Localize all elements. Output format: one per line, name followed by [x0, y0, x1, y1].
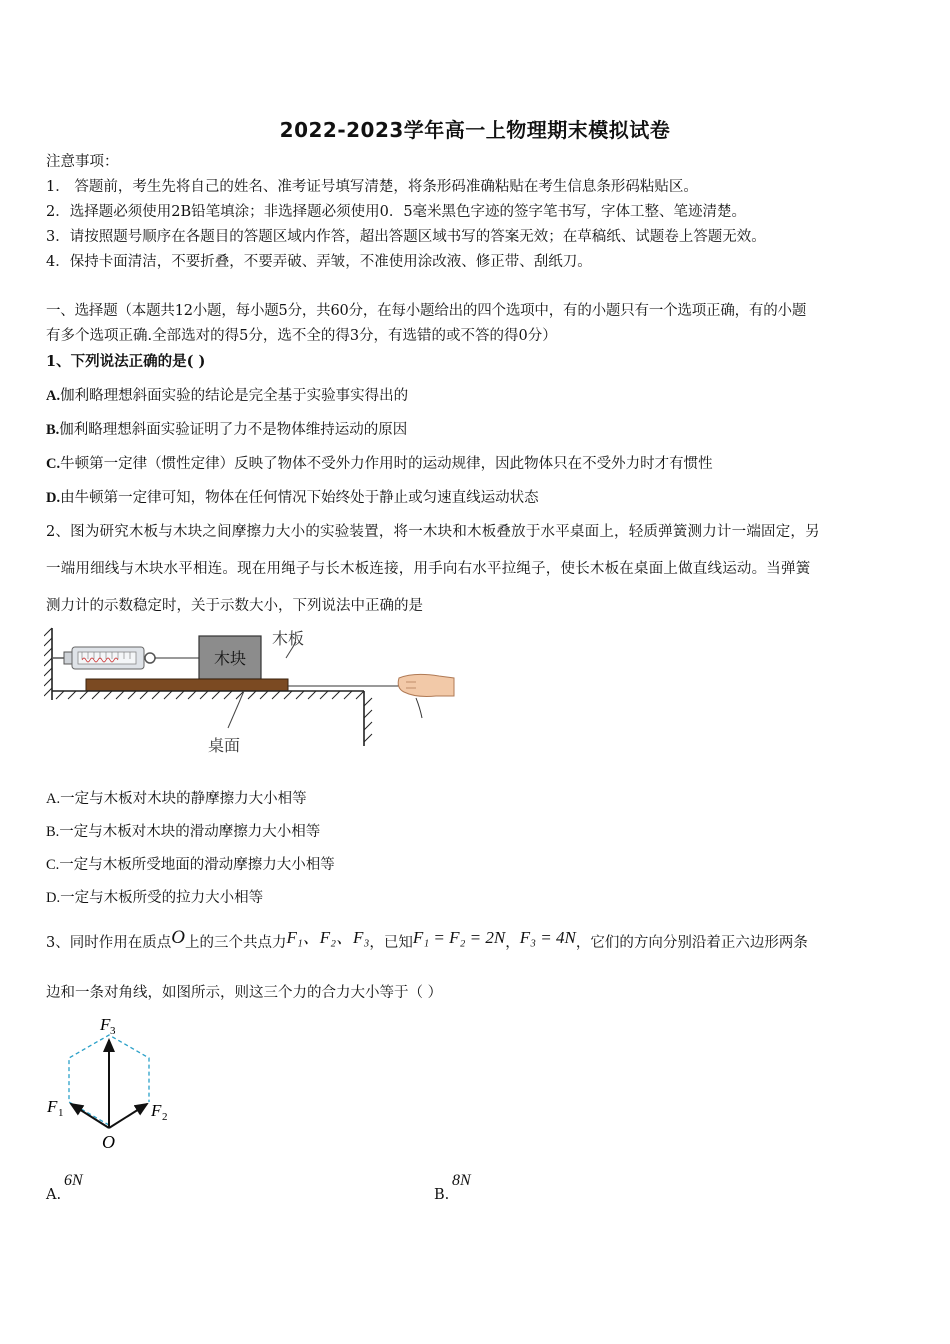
f2-label: F — [151, 1101, 162, 1120]
f2-sub: 2 — [162, 1111, 168, 1123]
q2-stem-line2: 一端用细线与木块水平相连。现在用绳子与长木板连接，用手向右水平拉绳子，使长木板在桌面上做直线运动。当弹簧 — [46, 561, 811, 577]
q3-option-b-value: 8N — [452, 1172, 471, 1189]
f3-sub: 3 — [110, 1025, 116, 1037]
notice-item: 4．保持卡面清洁，不要折叠，不要弄破、弄皱，不准使用涂改液、修正带、刮纸刀。 — [46, 254, 592, 270]
q1-option-d: D.由牛顿第一定律可知，物体在任何情况下始终处于静止或匀速直线运动状态 — [46, 490, 539, 506]
notice-item: 2．选择题必须使用2B铅笔填涂；非选择题必须使用0．5毫米黑色字迹的签字笔书写，字体工整、笔迹清楚。 — [46, 204, 747, 220]
notice-heading: 注意事项： — [46, 154, 119, 170]
q2-option-c: C.一定与木板所受地面的滑动摩擦力大小相等 — [46, 857, 335, 873]
notice-item: 1． 答题前，考生先将自己的姓名、准考证号填写清楚，将条形码准确粘贴在考生信息条形码粘贴区。 — [46, 179, 698, 195]
hexagon-force-figure — [44, 1010, 184, 1160]
q3-option-a-value: 6N — [64, 1172, 83, 1189]
section-instruction-line1: 一、选择题（本题共12小题，每小题5分，共60分，在每小题给出的四个选项中，有的小题只有一个选项正确，有的小题 — [46, 303, 807, 319]
q2-stem-line3: 测力计的示数稳定时，关于示数大小，下列说法中正确的是 — [46, 598, 423, 614]
q2-option-b: B.一定与木板对木块的滑动摩擦力大小相等 — [46, 824, 321, 840]
q3-option-a-label: A. — [46, 1187, 62, 1203]
q2-option-a: A.一定与木板对木块的静摩擦力大小相等 — [46, 791, 307, 807]
f3-label: F — [100, 1015, 111, 1034]
q3-stem-line1: 3、同时作用在质点O上的三个共点力F₁、F₂、F₃，已知F₁ = F₂ = 2N，F₃ = 4N，它们的方向分别沿着正六边形两条 — [46, 927, 808, 951]
f1-label: F — [47, 1097, 58, 1116]
q1-option-a: A.伽利略理想斜面实验的结论是完全基于实验事实得出的 — [46, 388, 409, 404]
page-title: 2022-2023学年高一上物理期末模拟试卷 — [279, 118, 671, 142]
origin-label: O — [102, 1132, 115, 1152]
q1-option-c: C.牛顿第一定律（惯性定律）反映了物体不受外力作用时的运动规律，因此物体只在不受外力时才有惯性 — [46, 456, 713, 472]
friction-apparatus-figure — [44, 622, 464, 762]
q1-stem: 1、下列说法正确的是( ) — [46, 353, 206, 370]
board-label: 木板 — [272, 631, 305, 648]
q3-stem-line2: 边和一条对角线，如图所示，则这三个力的合力大小等于（ ） — [46, 985, 443, 1001]
table-label: 桌面 — [208, 738, 241, 755]
q3-option-b-label: B. — [434, 1187, 450, 1203]
q2-option-d: D.一定与木板所受的拉力大小相等 — [46, 890, 264, 906]
section-instruction-line2: 有多个选项正确.全部选对的得5分，选不全的得3分，有选错的或不答的得0分） — [46, 328, 557, 344]
q1-option-b: B.伽利略理想斜面实验证明了力不是物体维持运动的原因 — [46, 422, 408, 438]
f1-sub: 1 — [58, 1107, 64, 1119]
notice-item: 3．请按照题号顺序在各题目的答题区域内作答，超出答题区域书写的答案无效；在草稿纸、试题卷上答题无效。 — [46, 229, 766, 245]
block-label: 木块 — [213, 651, 247, 668]
q2-stem-line1: 2、图为研究木板与木块之间摩擦力大小的实验装置，将一木块和木板叠放于水平桌面上，轻质弹簧测力计一端固定，另 — [46, 524, 820, 540]
